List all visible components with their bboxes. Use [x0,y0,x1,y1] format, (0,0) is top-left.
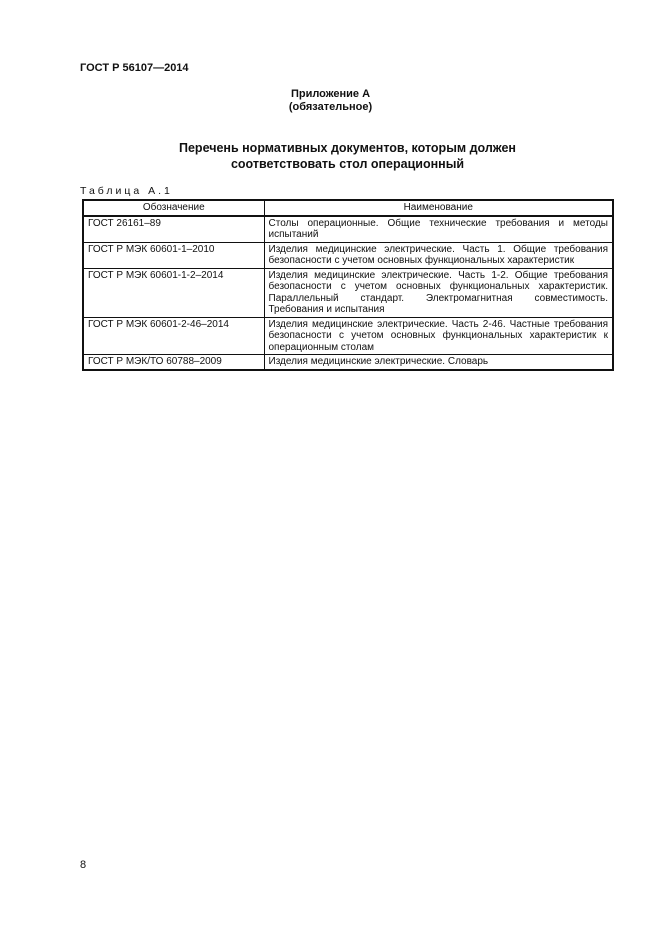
cell-designation: ГОСТ 26161–89 [83,216,264,243]
appendix-status: (обязательное) [288,101,373,113]
table-row [83,216,613,243]
cell-name: Изделия медицинские электрические. Словарь [264,355,613,370]
table-label: Таблица А.1 [80,185,173,197]
column-header-name: Наименование [264,200,613,216]
section-heading-line-2: соответствовать стол операционный [230,157,465,171]
cell-designation: ГОСТ Р МЭК 60601-1–2010 [83,242,264,268]
cell-designation: ГОСТ Р МЭК 60601-2-46–2014 [83,317,264,355]
cell-name: Изделия медицинские электрические. Часть 1. Общие требования безопасности с учетом основных функциональных характеристик [264,242,613,268]
cell-name: Изделия медицинские электрические. Часть 2-46. Частные требования безопасности с учетом основных функциональных характеристик к операционным столам [264,317,613,355]
table-row [83,242,613,268]
table-header-row [83,200,613,216]
table-row [83,317,613,355]
section-heading [80,140,615,172]
table-row [83,355,613,370]
cell-name: Столы операционные. Общие технические требования и методы испытаний [264,216,613,243]
appendix-title: Приложение А [290,88,371,100]
cell-name: Изделия медицинские электрические. Часть 1-2. Общие требования безопасности с учетом основных функциональных характеристик. Параллельный стандарт. Электромагнитная совместимость. Требования и испытания [264,268,613,317]
column-header-designation: Обозначение [83,200,264,216]
page-number: 8 [80,859,87,871]
normative-documents-table [82,199,614,371]
table-row [83,268,613,317]
section-heading-line-1: Перечень нормативных документов, которым должен [179,141,516,155]
cell-designation: ГОСТ Р МЭК 60601-1-2–2014 [83,268,264,317]
document-code: ГОСТ Р 56107—2014 [80,62,189,74]
cell-designation: ГОСТ Р МЭК/ТО 60788–2009 [83,355,264,370]
